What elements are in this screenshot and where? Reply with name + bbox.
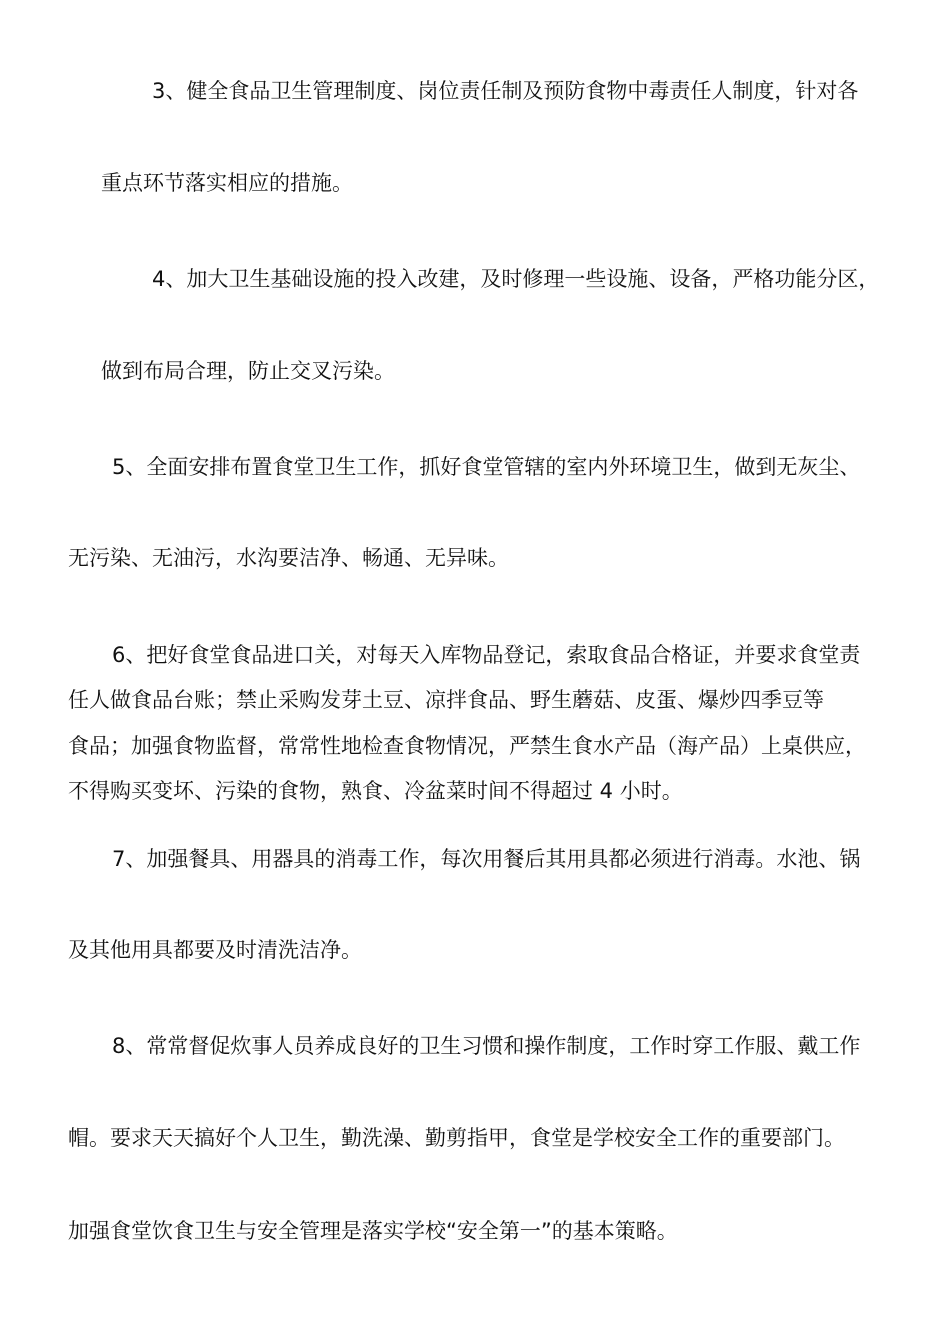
paragraph-5-line-2: 无污染、无油污，水沟要洁净、畅通、无异味。	[68, 546, 509, 570]
paragraph-8-line-2: 帽。要求天天搞好个人卫生，勤洗澡、勤剪指甲，食堂是学校安全工作的重要部门。	[68, 1126, 845, 1150]
paragraph-5-line-1: 5、全面安排布置食堂卫生工作，抓好食堂管辖的室内外环境卫生，做到无灰尘、	[112, 455, 861, 479]
paragraph-6-line-1: 6、把好食堂食品进口关，对每天入库物品登记，索取食品合格证，并要求食堂责	[112, 643, 861, 667]
paragraph-7-line-1: 7、加强餐具、用器具的消毒工作，每次用餐后其用具都必须进行消毒。水池、锅	[112, 847, 861, 871]
paragraph-8-line-1: 8、常常督促炊事人员养成良好的卫生习惯和操作制度，工作时穿工作服、戴工作	[112, 1034, 861, 1058]
paragraph-6-line-4: 不得购买变坏、污染的食物，熟食、冷盆菜时间不得超过 4 小时。	[68, 779, 683, 803]
paragraph-4-line-2: 做到布局合理，防止交叉污染。	[101, 359, 395, 383]
closing-line: 加强食堂饮食卫生与安全管理是落实学校“安全第一”的基本策略。	[68, 1219, 678, 1243]
paragraph-6-line-3: 食品；加强食物监督，常常性地检查食物情况，严禁生食水产品（海产品）上桌供应，	[68, 734, 866, 758]
paragraph-3-line-2: 重点环节落实相应的措施。	[101, 171, 353, 195]
paragraph-4-line-1: 4、加大卫生基础设施的投入改建，及时修理一些设施、设备，严格功能分区，	[152, 267, 880, 291]
paragraph-7-line-2: 及其他用具都要及时清洗洁净。	[68, 938, 362, 962]
paragraph-6-line-2: 任人做食品台账；禁止采购发芽土豆、凉拌食品、野生蘑菇、皮蛋、爆炒四季豆等	[68, 688, 824, 712]
paragraph-3-line-1: 3、健全食品卫生管理制度、岗位责任制及预防食物中毒责任人制度，针对各	[152, 79, 859, 103]
